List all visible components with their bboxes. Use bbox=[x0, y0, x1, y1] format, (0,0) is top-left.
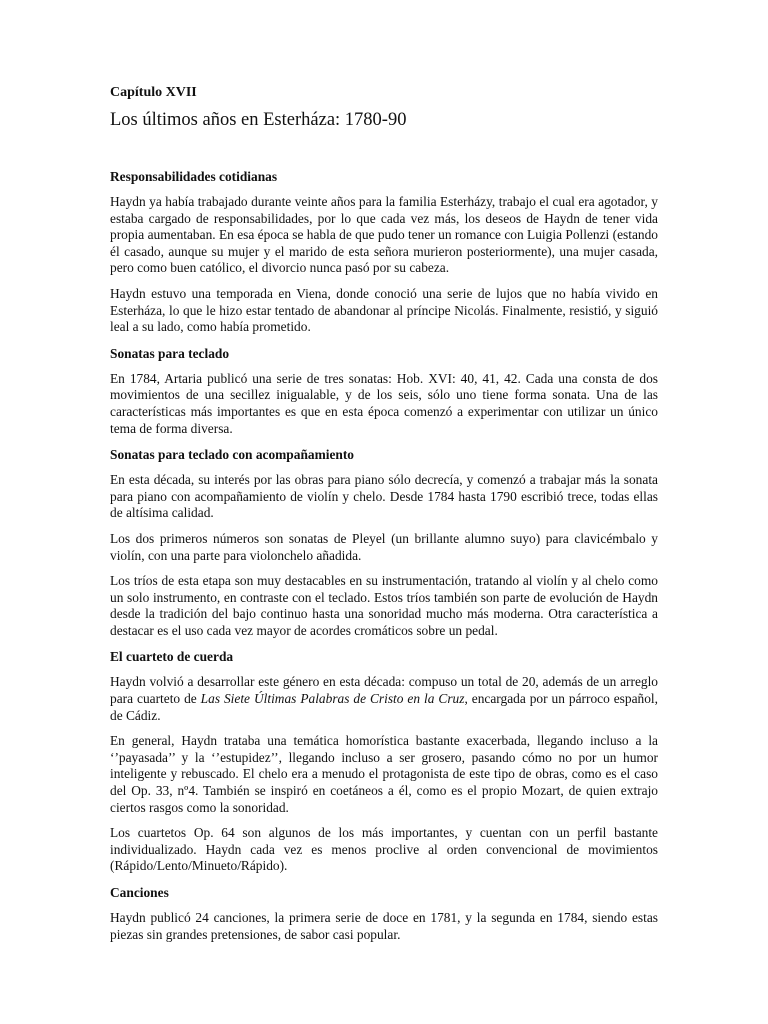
paragraph: En general, Haydn trataba una temática homorística bastante exacerbada, llegando incluso a la ‘’payasada’’ y la ‘’estupidez’’, llegando incluso a ser grosero, pasando cómo no por un humor inteligente y rebuscado. El chelo era a menudo el protagonista de este tipo de obras, como es el caso del Op. 33, nº4. También se inspiró en coetáneos a él, como es el propio Mozart, de quien extrajo ciertos rasgos como la sonoridad. bbox=[110, 733, 658, 815]
section-cuarteto-cuerda bbox=[110, 648, 658, 875]
paragraph bbox=[110, 674, 658, 724]
chapter-label: Capítulo XVII bbox=[110, 85, 197, 100]
section-heading: Sonatas para teclado con acompañamiento bbox=[110, 447, 355, 463]
chapter-title: Los últimos años en Esterháza: 1780-90 bbox=[110, 110, 407, 130]
section-sonatas-teclado bbox=[110, 345, 658, 437]
paragraph: En 1784, Artaria publicó una serie de tres sonatas: Hob. XVI: 40, 41, 42. Cada una consta de dos movimientos de una secillez inigualable, y de los seis, sólo uno tiene forma sonata. Una de las características más importantes es que en esta época comenzó a experimentar con utilizar un único tema de forma diversa. bbox=[110, 370, 658, 436]
section-responsabilidades bbox=[110, 168, 658, 336]
paragraph: Los cuartetos Op. 64 son algunos de los más importantes, y cuentan con un perfil bastante individualizado. Haydn cada vez es menos proclive al orden convencional de movimientos (Rápido/Lento/Minueto/Rápido). bbox=[110, 825, 658, 874]
work-title: Las Siete Últimas Palabras de Cristo en la Cruz bbox=[200, 691, 465, 707]
section-heading: Sonatas para teclado bbox=[110, 345, 230, 361]
paragraph-text: Haydn volvió a desarrollar este género en esta década: compuso un total de 20, además de un arreglo para cuarteto de bbox=[110, 674, 658, 707]
paragraph: Haydn publicó 24 canciones, la primera serie de doce en 1781, y la segunda en 1784, siendo estas piezas sin grandes pretensiones, de sabor casi popular. bbox=[110, 910, 658, 942]
paragraph: Los dos primeros números son sonatas de Pleyel (un brillante alumno suyo) para clavicémbalo y violín, con una parte para violonchelo añadida. bbox=[110, 530, 658, 563]
section-heading: El cuarteto de cuerda bbox=[110, 649, 234, 665]
section-heading: Canciones bbox=[110, 885, 169, 900]
section-canciones bbox=[110, 884, 658, 943]
paragraph: Haydn estuvo una temporada en Viena, donde conoció una serie de lujos que no había vivido en Esterháza, lo que le hizo estar tentado de abandonar al príncipe Nicolás. Finalmente, resistió, y siguió leal a su lado, como había prometido. bbox=[110, 285, 658, 335]
section-sonatas-acompanamiento bbox=[110, 446, 658, 639]
section-heading: Responsabilidades cotidianas bbox=[110, 169, 278, 184]
paragraph: En esta década, su interés por las obras para piano sólo decrecía, y comenzó a trabajar más la sonata para piano con acompañamiento de violín y chelo. Desde 1784 hasta 1790 escribió trece, todas ellas de altísima calidad. bbox=[110, 472, 658, 521]
paragraph: Los tríos de esta etapa son muy destacables en su instrumentación, tratando al violín y al chelo como un solo instrumento, en contraste con el teclado. Estos tríos también son parte de evolución de Haydn desde la tradición del bajo continuo hasta una sonoridad mucho más moderna. Otra característica a destacar es el uso cada vez mayor de acordes cromáticos sobre un pedal. bbox=[110, 573, 658, 638]
paragraph: Haydn ya había trabajado durante veinte años para la familia Esterházy, trabajo el cual era agotador, y estaba cargado de responsabilidades, por lo que cada vez más, los deseos de Haydn de tener vida propia aumentaban. En esa época se habla de que pudo tener un romance con Luigia Pollenzi (estando él casado, aunque su mujer y el marido de esta señora murieron posteriormente), una mujer casada, pero como buen católico, el divorcio nunca pasó por su cabeza. bbox=[110, 194, 658, 276]
paragraph-text: , encargada por un párroco español, de Cádiz. bbox=[110, 691, 658, 723]
